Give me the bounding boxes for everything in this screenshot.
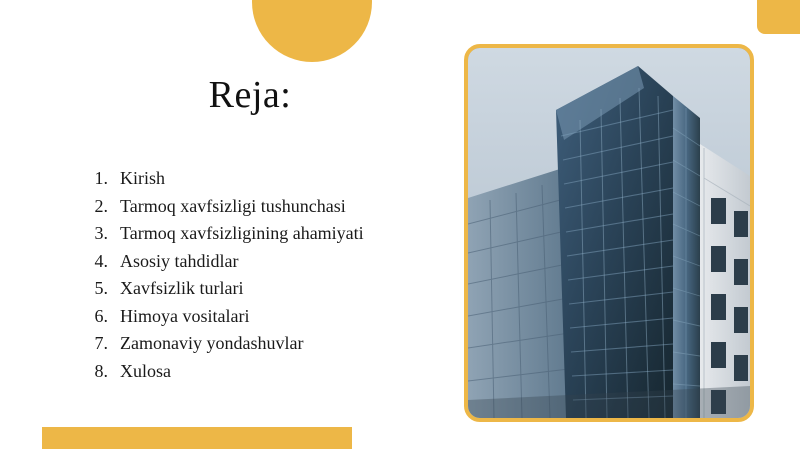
agenda-list: [78, 165, 458, 385]
list-item-number: 8.: [94, 360, 108, 381]
list-item: [78, 165, 458, 193]
list-item-label: Tarmoq xavfsizligi tushunchasi: [120, 195, 346, 216]
list-item: [78, 193, 458, 221]
list-item-label: Asosiy tahdidlar: [120, 250, 239, 271]
list-item-label: Xulosa: [120, 360, 171, 381]
decorative-bar-bottom-left: [42, 427, 352, 449]
building-photo: [468, 48, 750, 418]
list-item-label: Tarmoq xavfsizligining ahamiyati: [120, 223, 364, 243]
list-item-label: Xavfsizlik turlari: [120, 278, 244, 298]
list-item: [78, 220, 458, 248]
list-item: [78, 275, 458, 303]
list-item-label: Kirish: [120, 168, 165, 188]
slide-title: Reja:: [208, 74, 292, 116]
list-item-label: Himoya vositalari: [120, 305, 250, 326]
list-item-number: 7.: [94, 333, 108, 353]
list-item-number: 2.: [94, 195, 108, 216]
list-item: [78, 248, 458, 276]
decorative-tab-top-right: [757, 0, 800, 34]
list-item-number: 3.: [94, 223, 108, 243]
list-item: [78, 330, 458, 358]
list-item-number: 6.: [94, 305, 108, 326]
list-item-number: 1.: [94, 168, 108, 188]
list-item: [78, 358, 458, 386]
list-item-number: 4.: [94, 250, 108, 271]
list-item: [78, 303, 458, 331]
list-item-number: 5.: [94, 278, 108, 298]
image-frame: [464, 44, 754, 422]
list-item-label: Zamonaviy yondashuvlar: [120, 333, 304, 353]
decorative-circle-top: [252, 0, 372, 62]
